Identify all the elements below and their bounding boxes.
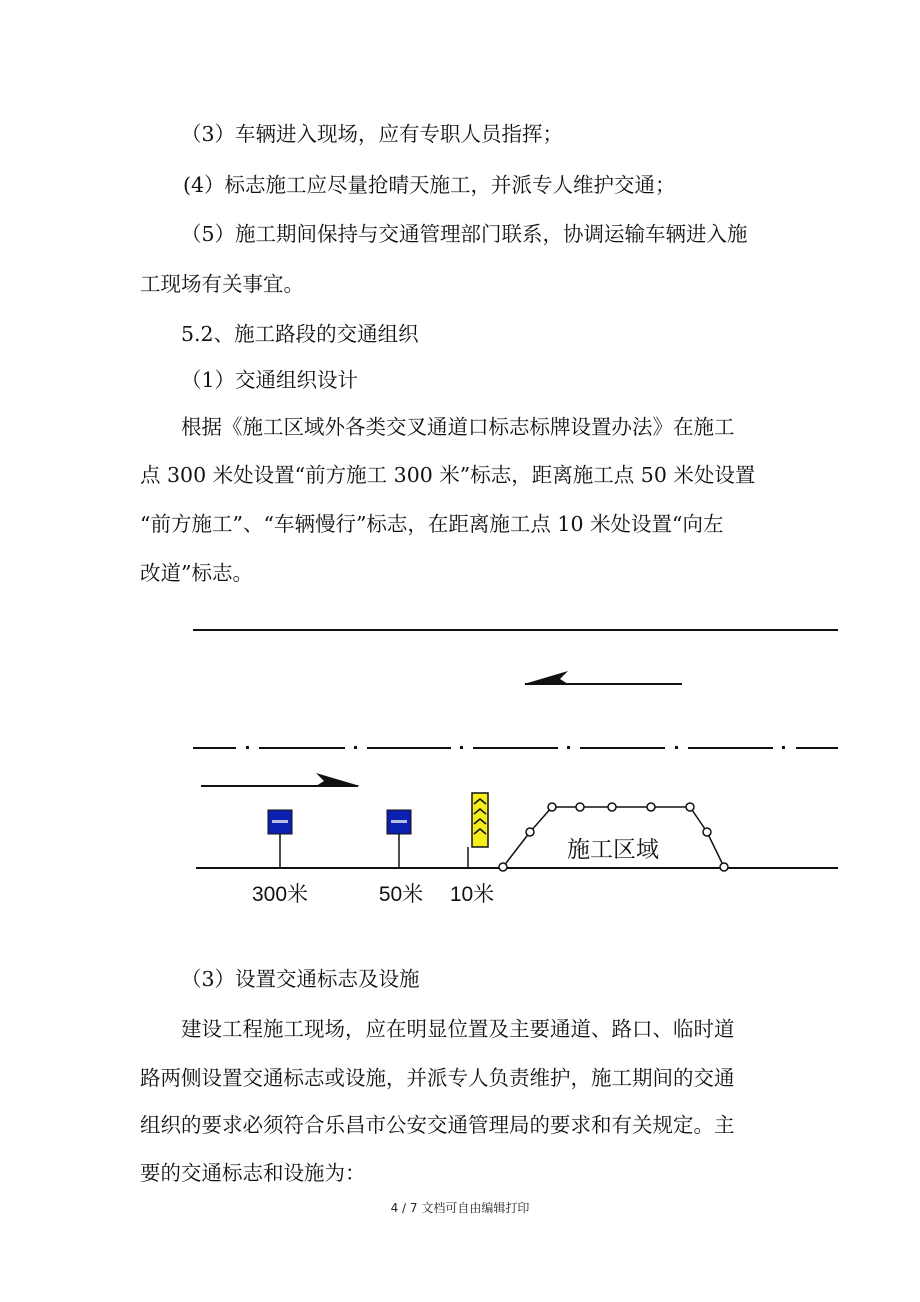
lane-arrow-lower [201,773,360,786]
distance-label-10m: 10米 [449,883,495,906]
cone-marker [526,828,534,836]
paragraph-line-7: 根据《施工区域外各类交叉通道口标志标牌设置办法》在施工 [181,415,735,439]
cone-marker [608,803,616,811]
lane-arrow-upper [524,671,682,684]
construction-zone-label: 施工区域 [567,836,659,862]
section-heading-5-2: 5.2、施工路段的交通组织 [181,322,419,346]
sign-300m [268,810,292,868]
paragraph-line-12: 建设工程施工现场，应在明显位置及主要通道、路口、临时道 [181,1017,735,1041]
cone-marker [647,803,655,811]
cone-marker [703,828,711,836]
distance-label-300m: 300米 [251,883,309,906]
distance-label-50m: 50米 [378,883,424,906]
paragraph-line-8: 点 300 米处设置“前方施工 300 米”标志，距离施工点 50 米处设置 [140,463,756,487]
paragraph-line-14: 组织的要求必须符合乐昌市公安交通管理局的要求和有关规定。主 [140,1113,735,1137]
cone-marker [686,803,694,811]
cone-marker [499,863,507,871]
paragraph-line-15: 要的交通标志和设施为： [140,1161,366,1185]
cone-marker [720,863,728,871]
paragraph-line-10: 改道”标志。 [140,561,253,585]
paragraph-line-3: （5）施工期间保持与交通管理部门联系，协调运输车辆进入施 [181,222,748,246]
cone-marker [548,803,556,811]
subheading-traffic-signs: （3）设置交通标志及设施 [181,967,420,991]
traffic-diagram [0,600,920,920]
paragraph-line-2: (4）标志施工应尽量抢晴天施工，并派专人维护交通； [183,173,676,197]
paragraph-line-9: “前方施工”、“车辆慢行”标志，在距离施工点 10 米处设置“向左 [140,512,724,536]
page-footer: 4 / 7 文档可自由编辑打印 [390,1201,530,1215]
paragraph-line-13: 路两侧设置交通标志或设施，并派专人负责维护，施工期间的交通 [140,1066,735,1090]
subheading-traffic-design: （1）交通组织设计 [181,368,359,392]
paragraph-line-1: （3）车辆进入现场，应有专职人员指挥； [181,122,564,146]
sign-50m [387,810,411,868]
cone-marker [576,803,584,811]
sign-10m-chevron [468,793,488,868]
paragraph-line-4: 工现场有关事宜。 [140,272,304,296]
